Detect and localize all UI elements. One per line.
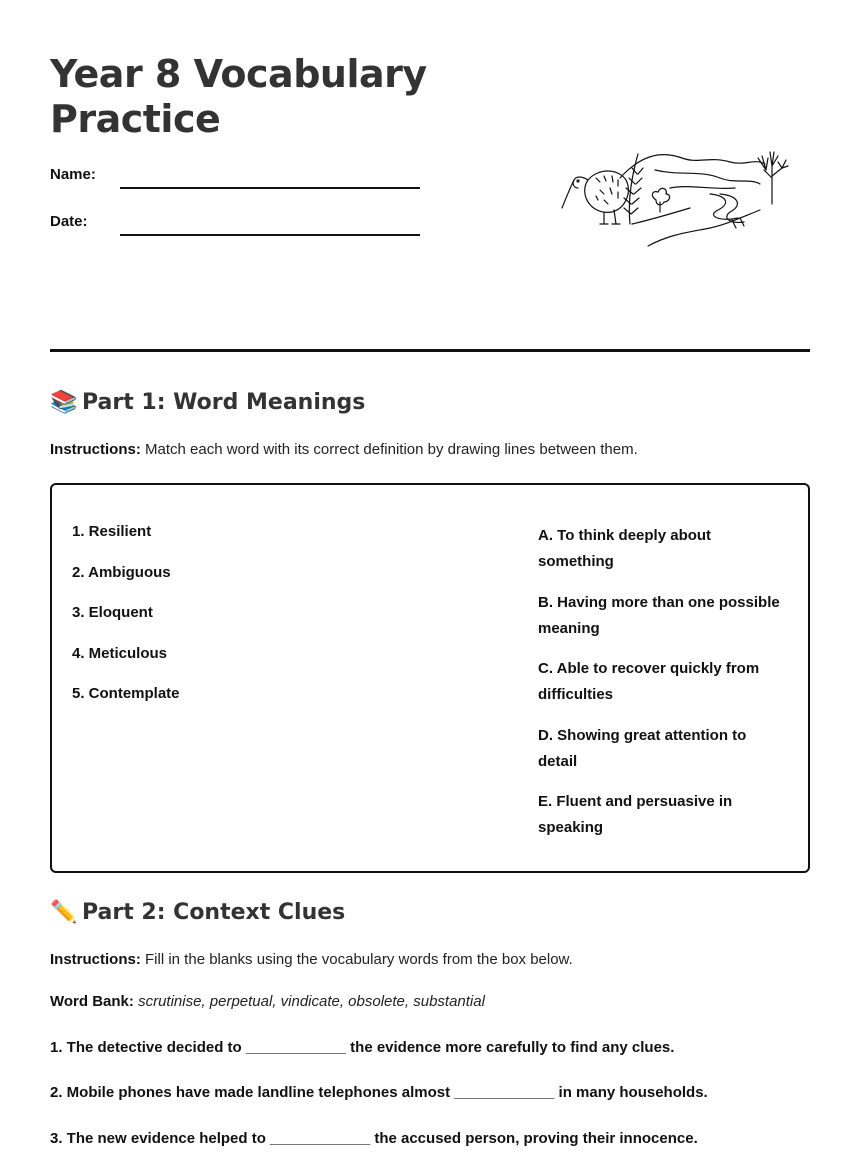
part2-heading-text: Part 2: Context Clues [82, 900, 346, 925]
section-divider [50, 349, 810, 352]
title-line-1: Year 8 Vocabulary [50, 52, 427, 96]
name-blank-line[interactable] [120, 187, 420, 189]
part1-heading-text: Part 1: Word Meanings [82, 390, 366, 415]
definition-item[interactable]: E. Fluent and persuasive in speaking [538, 793, 733, 836]
definition-list [538, 523, 788, 856]
part2-instructions-label: Instructions: [50, 951, 141, 968]
word-item[interactable]: 4. Meticulous [72, 644, 168, 662]
word-item[interactable]: 5. Contemplate [72, 685, 180, 702]
word-bank-label: Word Bank: [50, 993, 134, 1010]
definition-item[interactable]: B. Having more than one possible meaning [538, 593, 780, 637]
fill-in-sentence[interactable]: 1. The detective decided to ____________ the evidence more carefully to find any clues. [50, 1039, 675, 1056]
part1-heading [50, 390, 365, 415]
date-label: Date: [50, 213, 88, 230]
part1-instructions [50, 441, 638, 458]
matching-box [50, 483, 810, 873]
word-list [72, 523, 180, 726]
word-item[interactable]: 2. Ambiguous [72, 563, 171, 581]
name-label: Name: [50, 166, 96, 183]
word-bank [50, 993, 485, 1010]
part2-heading [50, 900, 345, 925]
pencil-icon: ✏️ [50, 900, 78, 925]
kiwi-landscape-illustration [560, 148, 792, 250]
fill-in-sentence[interactable]: 2. Mobile phones have made landline telephones almost ____________ in many households. [50, 1084, 708, 1101]
word-item[interactable]: 1. Resilient [72, 523, 152, 540]
fill-in-sentence[interactable]: 3. The new evidence helped to ____________ the accused person, proving their innocence. [50, 1130, 698, 1147]
title-line-2: Practice [50, 97, 221, 141]
page-title [50, 52, 427, 142]
part2-instructions-text: Fill in the blanks using the vocabulary words from the box below. [140, 951, 573, 968]
date-blank-line[interactable] [120, 234, 420, 236]
definition-item[interactable]: A. To think deeply about something [538, 527, 712, 570]
word-item[interactable]: 3. Eloquent [72, 604, 153, 621]
part2-instructions [50, 951, 573, 968]
definition-item[interactable]: D. Showing great attention to detail [538, 726, 747, 770]
word-bank-words: scrutinise, perpetual, vindicate, obsolete, substantial [133, 993, 485, 1010]
definition-item[interactable]: C. Able to recover quickly from difficulties [538, 660, 760, 703]
part1-instructions-text: Match each word with its correct definition by drawing lines between them. [140, 441, 638, 458]
part1-instructions-label: Instructions: [50, 441, 141, 458]
books-icon: 📚 [50, 390, 78, 415]
